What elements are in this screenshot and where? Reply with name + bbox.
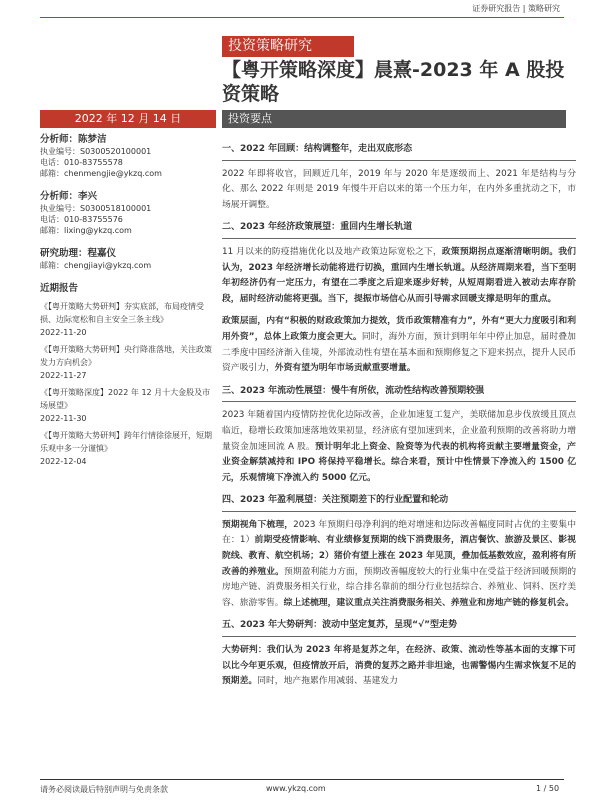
text-run: 2023 年随着国内疫情防控优化边际改善，企业加速复工复产，美联储加息步伐放缓且顶点临近，稳增长政策加速落地效果初显，经济底有望加速到来，企业盈利预期的改善将助力增量资金加速回流 A 股。	[222, 410, 576, 452]
recent-report-date: 2022-12-04	[40, 457, 87, 466]
recent-report-item[interactable]	[40, 300, 216, 339]
analyst-phone: 电话：010-83755576	[40, 215, 123, 224]
assistant-block	[40, 248, 216, 271]
sidebar	[40, 134, 216, 472]
bold-text: 预期视角下梳理，	[222, 519, 294, 530]
report-date: 2022 年 12 月 14 日	[40, 110, 216, 128]
header-rule	[40, 17, 564, 18]
footer-disclaimer: 请务必阅读最后特别声明与免责条款	[40, 785, 168, 794]
bold-text: 综上述梳理，建议重点关注消费服务相关、养殖业和房地产链的修复机会。	[283, 597, 574, 608]
paragraph	[222, 408, 576, 486]
paragraph	[222, 314, 576, 376]
recent-report-text: 《【粤开策略大势研判】央行降准落地，关注政策发力方向机会》	[40, 345, 212, 367]
recent-report-text: 《【粤开策略深度】2022 年 12 月十大金股及市场展望》	[40, 388, 211, 410]
bold-text: 政策预期拐点逐渐清晰明朗。我们认为，2023 年经济增长动能将进行切换，重回内生增长轨道。从经济周期来看，当下至明年初经济仍有一定压力，有望在二季度之后迎来逐步好转，从短周期看进入被动去库存阶段，届时经济动能将更强。当下，提振市场信心从而引导需求回暖支撑是明年的重点。	[222, 246, 576, 304]
analyst-cert: 执业编号：S0300520100001	[40, 147, 152, 156]
assistant-name: 研究助理：程嘉仪	[40, 248, 117, 259]
assistant-email[interactable]: 邮箱：chengjiayi@ykzq.com	[40, 261, 152, 270]
section-heading: 三、2023 年流动性展望：慢牛有所依，流动性结构改善预期较强	[222, 384, 576, 403]
main-content	[222, 142, 576, 697]
section-heading: 一、2022 年回顾：结构调整年，走出双底形态	[222, 142, 576, 161]
bold-text: 外资有望为明年市场贡献重要增量。	[274, 363, 416, 374]
recent-reports-title: 近期报告	[40, 283, 79, 294]
bold-text: 预计明年北上资金、险资等为代表的机构将贡献主要增量资金，产业资金解禁减持和 IPO 将保持平稳增长。综合来看，预计中性情景下净流入约 1500 亿元，乐观情境下净流入约 5000 亿元。	[222, 441, 576, 483]
category-label: 投资策略研究	[222, 36, 354, 57]
section-label: 投资要点	[222, 110, 566, 128]
section-heading: 五、2023 年大势研判：波动中坚定复苏，呈现“√”型走势	[222, 618, 576, 637]
paragraph	[222, 518, 576, 612]
bold-text: 大势研判：	[222, 645, 267, 656]
analyst-email[interactable]: 邮箱：lixing@ykzq.com	[40, 226, 132, 235]
analyst-email[interactable]: 邮箱：chenmengjie@ykzq.com	[40, 169, 162, 178]
section-heading: 二、2023 年经济政策展望：重回内生增长轨道	[222, 220, 576, 239]
paragraph: 2022 年即将收官，回顾近几年，2019 年与 2020 年是逐级而上、2021 年是结构与分化、那么 2022 年则是 2019 年慢牛开启以来的第一个压力年，在内外多重扰动之下，市场展开调整。	[222, 168, 576, 210]
analyst-block	[40, 191, 216, 236]
text-run: 预期盈利能力方面，预期改善幅度较大的行业集中在受益于经济回暖预期的房地产链、消费服务相关行业，综合排名靠前的细分行业包括综合、养殖业、饲料、医疗美容、旅游零售。	[222, 566, 576, 608]
footer-rule	[40, 779, 564, 780]
recent-report-date: 2022-11-30	[40, 414, 87, 423]
recent-report-item[interactable]	[40, 386, 216, 425]
section-heading: 四、2023 年盈利展望：关注预期差下的行业配置和轮动	[222, 493, 576, 512]
page-number: 1 / 50	[536, 784, 560, 793]
text-run: 2023 年预期归母净利润的绝对增速和边际改善幅度同时占优的主要集中在：1）	[222, 519, 576, 546]
text-run: 同时，海外方面，预计到明年年中停止加息，届时叠加二季度中国经济渐入佳境，外部流动性有望在基本面和预期修复之下迎来拐点，提升人民币资产吸引力，	[222, 331, 576, 374]
analyst-cert: 执业编号：S0300518100001	[40, 204, 152, 213]
bold-text: 我们认为 2023 年将是复苏之年，在经济、政策、流动性等基本面的支撑下可以比今年更乐观，但疫情放开后，消费的复苏之路并非坦途，也需警惕内生需求恢复不足的预期差。	[222, 645, 576, 687]
paragraph	[222, 643, 576, 690]
recent-report-date: 2022-11-20	[40, 328, 87, 337]
text-run: 同时，地产拖累作用减弱、基建发力	[257, 676, 398, 687]
recent-report-text: 《【粤开策略大势研判】夯实底部，布局疫情受损、边际宽松和自主安全三条主线》	[40, 302, 204, 324]
analyst-phone: 电话：010-83755578	[40, 158, 123, 167]
paragraph	[222, 245, 576, 307]
recent-report-item[interactable]	[40, 343, 216, 382]
footer-website[interactable]: www.ykzq.com	[266, 784, 326, 793]
bold-text: 前期受疫情影响、有业绩修复预期的线下消费服务，酒店餐饮、旅游及景区、影视院线、教育、航空机场；2）猪价有望上涨在 2023 年见顶，叠加低基数效应，盈利将有所改善的养殖业。	[222, 535, 576, 577]
recent-report-date: 2022-11-27	[40, 371, 87, 380]
analyst-name: 分析师：李兴	[40, 191, 98, 202]
bold-text: 政策层面，内有“积极的财政政策加力提效，货币政策精准有力”，外有“更大力度吸引和利用外资”，总体上政策力度会更大。	[222, 316, 576, 342]
recent-report-text: 《【粤开策略大势研判】跨年行情徐徐展开，短期乐观中多一分谨慎》	[40, 431, 212, 453]
recent-report-item[interactable]	[40, 429, 216, 468]
text-run: 11 月以来的防疫措施优化以及地产政策边际宽松之下，	[222, 246, 442, 257]
analyst-block	[40, 134, 216, 179]
report-type-header: 证券研究报告 | 策略研究	[472, 4, 560, 13]
report-title: 【粤开策略深度】晨熹-2023 年 A 股投资策略	[222, 59, 565, 105]
analyst-name: 分析师：陈梦洁	[40, 134, 107, 145]
